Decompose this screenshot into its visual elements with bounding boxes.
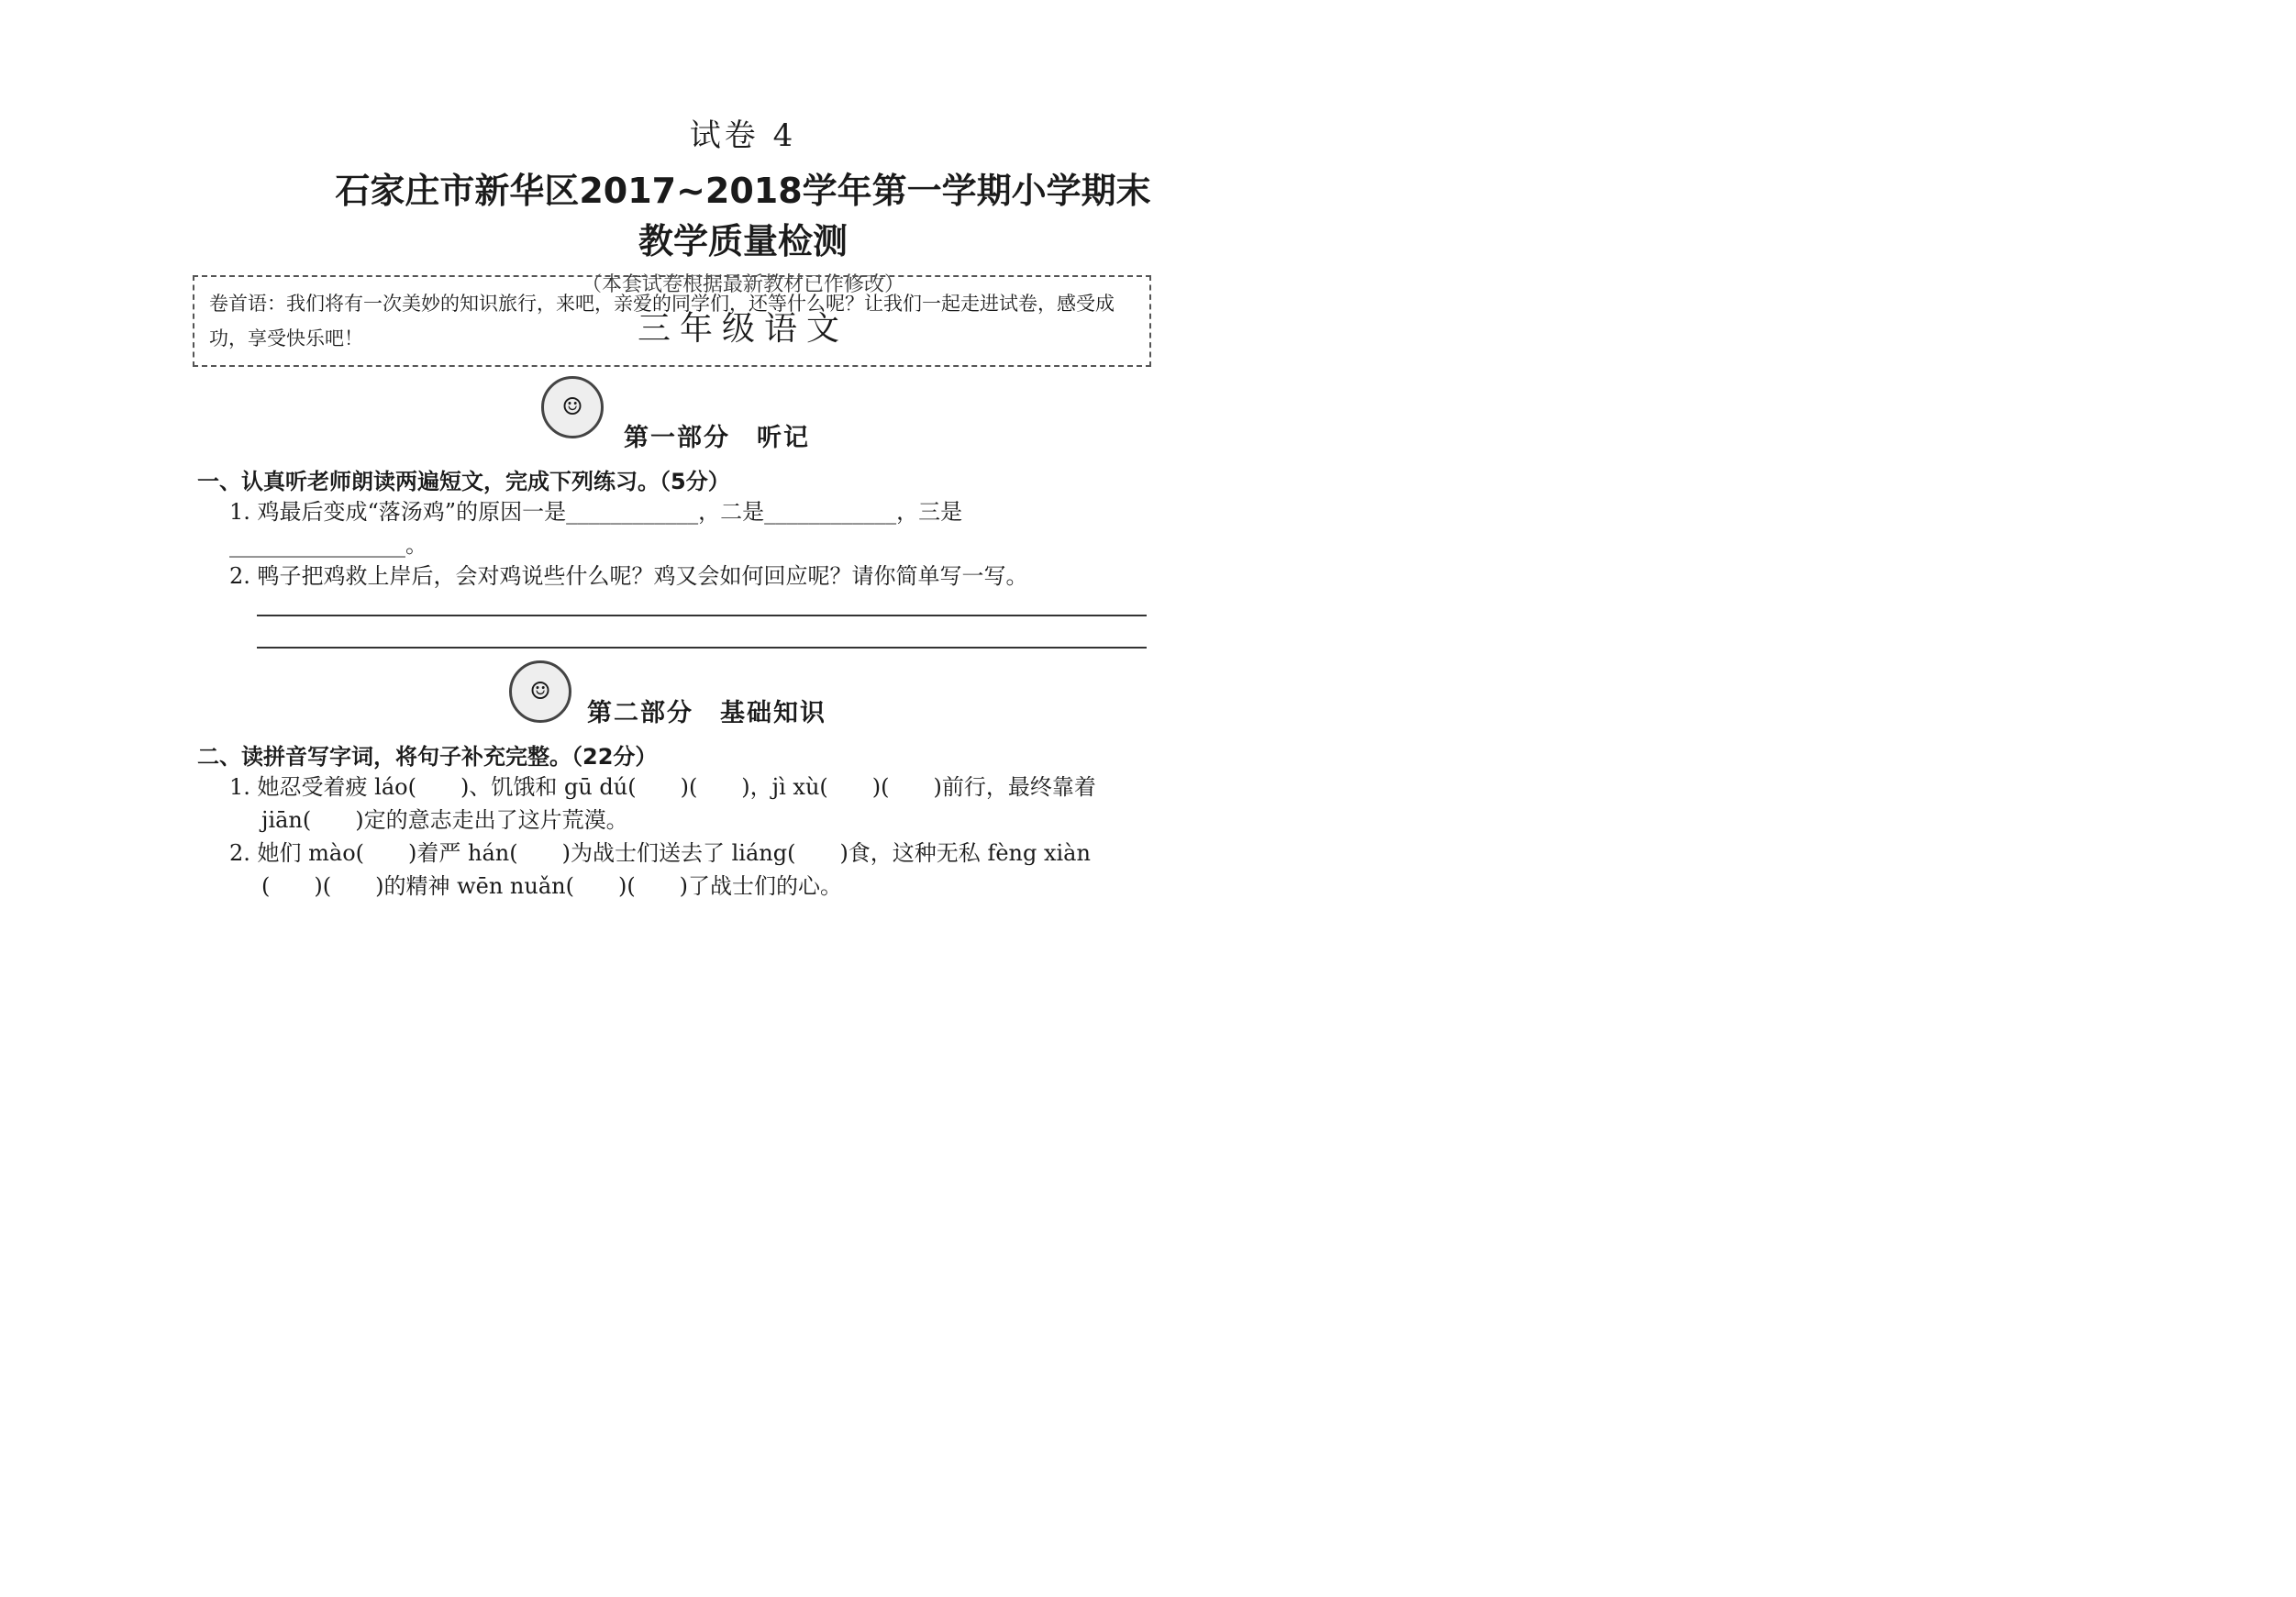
part2-question-1a: 1. 她忍受着疲 láo( )、饥饿和 gū dú( )( )，jì xù( )( )前行，最终靠着	[229, 774, 1096, 800]
exam-tag: 试卷 4	[689, 117, 797, 154]
girl-icon	[509, 660, 571, 723]
part1-question-2: 2. 鸭子把鸡救上岸后，会对鸡说些什么呢？鸡又会如何回应呢？请你简单写一写。	[229, 563, 1028, 589]
exam-subject: 三年级语文	[637, 310, 849, 348]
exam-title: 石家庄市新华区2017~2018学年第一学期小学期末教学质量检测	[335, 171, 1151, 261]
part2-question-2a: 2. 她们 mào( )着严 hán( )为战士们送去了 liáng( )食，这种无私 fèng xiàn	[229, 840, 1091, 866]
answer-line	[257, 647, 1147, 649]
part2-question-1b: jiān( )定的意志走出了这片荒漠。	[261, 807, 628, 833]
listening-kid-icon	[541, 376, 604, 438]
listening-kid-glyph: ☺	[561, 394, 583, 421]
answer-line	[257, 615, 1147, 616]
part1-title: 第一部分 听记	[624, 424, 810, 452]
intro-box	[193, 275, 1151, 367]
part1-question-1: 1. 鸡最后变成“落汤鸡”的原因一是____________，二是____________，三是________________。	[229, 499, 963, 558]
part2-question-2b: ( )( )的精神 wēn nuǎn( )( )了战士们的心。	[261, 873, 843, 899]
intro-text: 卷首语：我们将有一次美妙的知识旅行，来吧，亲爱的同学们，还等什么呢？让我们一起走进试卷，感受成功，享受快乐吧！	[209, 293, 1115, 349]
exam-note: （本套试卷根据最新教材已作修改）	[581, 273, 904, 296]
section-one-heading: 一、认真听老师朗读两遍短文，完成下列练习。（5分）	[197, 469, 730, 494]
part2-title: 第二部分 基础知识	[587, 699, 826, 727]
girl-glyph: ☺	[529, 678, 551, 705]
section-two-heading: 二、读拼音写字词，将句子补充完整。（22分）	[197, 744, 658, 770]
